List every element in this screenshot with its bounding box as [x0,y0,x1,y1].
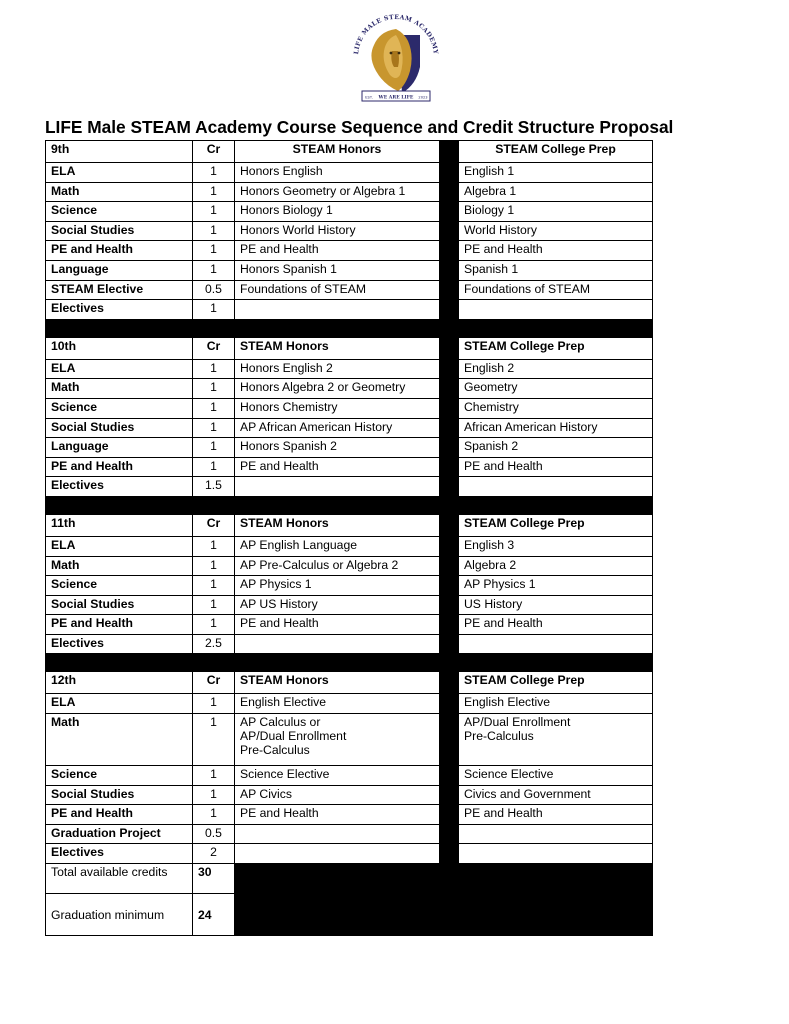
course-row [46,595,653,615]
honors-course-cell: PE and Health [235,457,440,477]
college-prep-course-cell: Chemistry [459,398,653,418]
college-prep-course-cell: Spanish 2 [459,438,653,458]
subject-cell: STEAM Elective [46,280,193,300]
course-row [46,536,653,556]
college-prep-course-cell: English 3 [459,536,653,556]
college-prep-course-cell: AP/Dual Enrollment Pre-Calculus [459,714,653,766]
graduation-minimum-value: 24 [193,894,235,936]
honors-course-cell: Honors Geometry or Algebra 1 [235,182,440,202]
subject-cell: ELA [46,359,193,379]
credit-cell: 0.5 [193,280,235,300]
column-divider [440,202,459,222]
college-prep-course-cell: World History [459,221,653,241]
document-title: LIFE Male STEAM Academy Course Sequence and Credit Structure Proposal [45,117,674,137]
subject-cell: Science [46,398,193,418]
college-prep-course-cell [459,824,653,844]
column-divider [440,785,459,805]
column-divider [440,221,459,241]
credit-column-header: Cr [193,337,235,359]
column-divider [440,805,459,825]
subject-cell: PE and Health [46,805,193,825]
svg-text:WE ARE LIFE: WE ARE LIFE [378,95,414,101]
credit-cell: 1 [193,418,235,438]
course-row [46,766,653,786]
college-prep-course-cell: Science Elective [459,766,653,786]
credit-cell: 1 [193,163,235,183]
subject-cell: PE and Health [46,241,193,261]
honors-column-header: STEAM Honors [235,141,440,163]
column-divider [440,556,459,576]
college-prep-course-cell [459,634,653,654]
credit-cell: 1 [193,694,235,714]
course-row [46,418,653,438]
grade-label: 11th [46,514,193,536]
honors-course-cell: AP US History [235,595,440,615]
credit-cell: 1 [193,221,235,241]
subject-cell: Electives [46,477,193,497]
credit-cell: 1 [193,379,235,399]
separator-bar [46,319,653,337]
credit-cell: 1 [193,300,235,320]
college-prep-course-cell: PE and Health [459,805,653,825]
credit-cell: 1 [193,260,235,280]
honors-course-cell: Honors World History [235,221,440,241]
college-prep-column-header: STEAM College Prep [459,672,653,694]
course-row [46,634,653,654]
subject-cell: Social Studies [46,785,193,805]
course-row [46,182,653,202]
subject-cell: ELA [46,163,193,183]
credit-cell: 1 [193,359,235,379]
honors-course-cell: Honors Spanish 1 [235,260,440,280]
honors-course-cell: AP Pre-Calculus or Algebra 2 [235,556,440,576]
subject-cell: Electives [46,634,193,654]
course-row [46,576,653,596]
column-divider [440,457,459,477]
college-prep-course-cell: English 2 [459,359,653,379]
credit-cell: 0.5 [193,824,235,844]
honors-course-cell: English Elective [235,694,440,714]
honors-course-cell: Honors Biology 1 [235,202,440,222]
credit-cell: 1 [193,457,235,477]
honors-column-header: STEAM Honors [235,672,440,694]
grade-label: 9th [46,141,193,163]
honors-course-cell: Honors Algebra 2 or Geometry [235,379,440,399]
grade-header-row [46,514,653,536]
credit-cell: 1 [193,615,235,635]
college-prep-course-cell [459,844,653,864]
credit-cell: 1 [193,202,235,222]
subject-cell: Electives [46,844,193,864]
honors-course-cell: AP Civics [235,785,440,805]
honors-course-cell: Honors Spanish 2 [235,438,440,458]
subject-cell: Science [46,202,193,222]
college-prep-course-cell: African American History [459,418,653,438]
course-row [46,615,653,635]
blacked-out-area [235,864,653,936]
column-divider [440,536,459,556]
column-divider [440,359,459,379]
honors-course-cell: AP Calculus or AP/Dual Enrollment Pre-Calculus [235,714,440,766]
course-row [46,457,653,477]
college-prep-column-header: STEAM College Prep [459,337,653,359]
course-row [46,260,653,280]
column-divider [440,379,459,399]
credit-cell: 1 [193,785,235,805]
svg-text:LIFE MALE STEAM ACADEMY: LIFE MALE STEAM ACADEMY [353,13,439,55]
college-prep-course-cell: English Elective [459,694,653,714]
course-row [46,824,653,844]
credit-column-header: Cr [193,514,235,536]
college-prep-course-cell: PE and Health [459,457,653,477]
column-divider [440,714,459,766]
credit-cell: 1 [193,241,235,261]
honors-course-cell: Honors English [235,163,440,183]
college-prep-course-cell: Algebra 2 [459,556,653,576]
honors-course-cell: Honors Chemistry [235,398,440,418]
course-row [46,202,653,222]
college-prep-course-cell: Spanish 1 [459,260,653,280]
honors-course-cell: PE and Health [235,805,440,825]
section-separator [46,496,653,514]
honors-course-cell [235,300,440,320]
honors-course-cell: AP African American History [235,418,440,438]
honors-course-cell [235,824,440,844]
column-divider [440,398,459,418]
honors-course-cell: AP English Language [235,536,440,556]
column-divider [440,694,459,714]
column-divider [440,634,459,654]
subject-cell: Language [46,438,193,458]
total-available-label: Total available credits [46,864,193,894]
credit-cell: 1 [193,438,235,458]
svg-text:EST.: EST. [365,95,373,100]
college-prep-course-cell: Biology 1 [459,202,653,222]
course-row [46,241,653,261]
honors-course-cell [235,634,440,654]
column-divider [440,241,459,261]
total-credits-row [46,864,653,894]
column-divider [440,672,459,694]
course-row [46,398,653,418]
course-row [46,221,653,241]
course-row [46,438,653,458]
course-row [46,694,653,714]
college-prep-course-cell: Foundations of STEAM [459,280,653,300]
honors-course-cell [235,477,440,497]
subject-cell: Math [46,714,193,766]
college-prep-course-cell [459,300,653,320]
course-sequence-table [45,140,653,936]
subject-cell: PE and Health [46,615,193,635]
course-row [46,359,653,379]
subject-cell: Science [46,576,193,596]
column-divider [440,766,459,786]
column-divider [440,576,459,596]
honors-column-header: STEAM Honors [235,514,440,536]
academy-logo [340,5,452,103]
college-prep-course-cell: Algebra 1 [459,182,653,202]
credit-cell: 1 [193,556,235,576]
course-row [46,280,653,300]
honors-course-cell: Science Elective [235,766,440,786]
svg-text:2023: 2023 [418,95,428,100]
college-prep-course-cell: Civics and Government [459,785,653,805]
separator-bar [46,496,653,514]
credit-cell: 1 [193,766,235,786]
credit-column-header: Cr [193,141,235,163]
subject-cell: Graduation Project [46,824,193,844]
column-divider [440,514,459,536]
grade-label: 10th [46,337,193,359]
column-divider [440,337,459,359]
subject-cell: Social Studies [46,418,193,438]
grade-header-row [46,337,653,359]
grade-header-row [46,672,653,694]
college-prep-column-header: STEAM College Prep [459,514,653,536]
column-divider [440,477,459,497]
honors-course-cell: AP Physics 1 [235,576,440,596]
course-row [46,785,653,805]
college-prep-course-cell: PE and Health [459,241,653,261]
credit-cell: 1.5 [193,477,235,497]
column-divider [440,260,459,280]
course-row [46,477,653,497]
credit-cell: 1 [193,714,235,766]
course-row [46,379,653,399]
column-divider [440,280,459,300]
column-divider [440,844,459,864]
college-prep-course-cell: AP Physics 1 [459,576,653,596]
column-divider [440,824,459,844]
column-divider [440,300,459,320]
credit-cell: 1 [193,576,235,596]
credit-column-header: Cr [193,672,235,694]
subject-cell: Science [46,766,193,786]
column-divider [440,141,459,163]
honors-course-cell: PE and Health [235,241,440,261]
column-divider [440,163,459,183]
credit-cell: 1 [193,398,235,418]
subject-cell: ELA [46,694,193,714]
grade-header-row [46,141,653,163]
honors-course-cell [235,844,440,864]
college-prep-course-cell [459,477,653,497]
subject-cell: Electives [46,300,193,320]
grade-label: 12th [46,672,193,694]
column-divider [440,615,459,635]
credit-cell: 1 [193,536,235,556]
subject-cell: Math [46,182,193,202]
college-prep-course-cell: PE and Health [459,615,653,635]
honors-column-header: STEAM Honors [235,337,440,359]
college-prep-course-cell: English 1 [459,163,653,183]
column-divider [440,595,459,615]
subject-cell: Social Studies [46,221,193,241]
column-divider [440,182,459,202]
column-divider [440,418,459,438]
credit-cell: 2 [193,844,235,864]
total-available-value: 30 [193,864,235,894]
credit-cell: 1 [193,595,235,615]
college-prep-course-cell: Geometry [459,379,653,399]
course-row [46,844,653,864]
graduation-minimum-label: Graduation minimum [46,894,193,936]
honors-course-cell: Honors English 2 [235,359,440,379]
section-separator [46,654,653,672]
section-separator [46,319,653,337]
credit-cell: 1 [193,805,235,825]
subject-cell: Language [46,260,193,280]
course-row [46,556,653,576]
credit-cell: 1 [193,182,235,202]
subject-cell: Social Studies [46,595,193,615]
course-row [46,714,653,766]
course-row [46,163,653,183]
subject-cell: Math [46,379,193,399]
course-row [46,805,653,825]
subject-cell: ELA [46,536,193,556]
subject-cell: PE and Health [46,457,193,477]
column-divider [440,438,459,458]
separator-bar [46,654,653,672]
college-prep-course-cell: US History [459,595,653,615]
honors-course-cell: PE and Health [235,615,440,635]
credit-cell: 2.5 [193,634,235,654]
honors-course-cell: Foundations of STEAM [235,280,440,300]
subject-cell: Math [46,556,193,576]
course-row [46,300,653,320]
college-prep-column-header: STEAM College Prep [459,141,653,163]
